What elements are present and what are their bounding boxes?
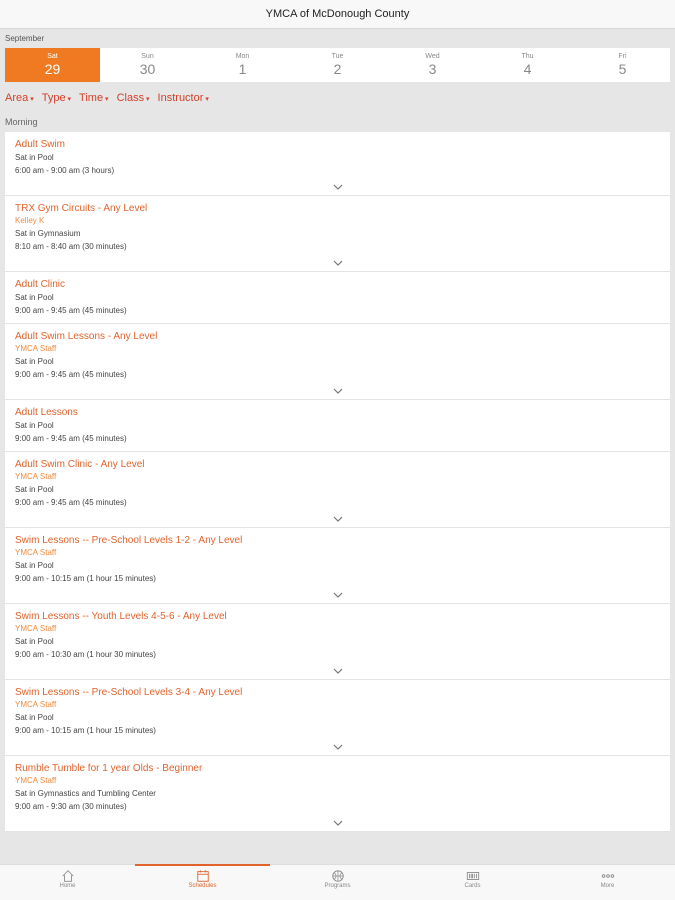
filter-type-dropdown[interactable]: Type ▾ (42, 92, 71, 104)
class-list-item[interactable] (5, 196, 670, 272)
class-instructor: YMCA Staff (15, 548, 57, 557)
filter-instructor-dropdown[interactable]: Instructor ▾ (158, 92, 209, 104)
class-instructor: YMCA Staff (15, 472, 57, 481)
class-list-item[interactable] (5, 400, 670, 452)
day-number: 4 (523, 61, 532, 77)
filter-time-dropdown[interactable]: Time ▾ (79, 92, 109, 104)
day-mon[interactable] (195, 48, 290, 82)
class-list-item[interactable] (5, 132, 670, 196)
tab-label: Cards (464, 883, 481, 889)
class-location: Sat in Pool (15, 561, 54, 570)
day-name: Sun (141, 53, 154, 60)
class-location: Sat in Pool (15, 485, 54, 494)
day-name: Sat (47, 53, 58, 60)
day-number: 5 (618, 61, 627, 77)
section-label: Morning (5, 117, 38, 127)
chevron-down-icon[interactable] (15, 381, 660, 395)
class-instructor: YMCA Staff (15, 776, 57, 785)
class-location: Sat in Gymnasium (15, 229, 81, 238)
day-tue[interactable] (290, 48, 385, 82)
day-number: 2 (333, 61, 342, 77)
class-instructor: YMCA Staff (15, 700, 57, 709)
day-fri[interactable] (575, 48, 670, 82)
class-location: Sat in Pool (15, 713, 54, 722)
class-location: Sat in Pool (15, 421, 54, 430)
home-icon (0, 869, 135, 883)
chevron-down-icon[interactable] (15, 813, 660, 827)
class-location: Sat in Pool (15, 153, 54, 162)
section-header (0, 113, 675, 132)
class-instructor: YMCA Staff (15, 624, 57, 633)
chevron-down-icon[interactable] (15, 737, 660, 751)
class-list (0, 132, 675, 867)
day-sat[interactable] (5, 48, 100, 82)
class-time: 8:10 am - 8:40 am (30 minutes) (15, 242, 127, 251)
class-time: 9:00 am - 9:45 am (45 minutes) (15, 498, 127, 507)
day-number: 30 (139, 61, 156, 77)
chevron-down-icon[interactable] (15, 177, 660, 191)
class-title-link[interactable]: Swim Lessons -- Pre-School Levels 3-4 - Any Level (15, 687, 243, 698)
app-title-bar (0, 0, 675, 29)
tab-programs[interactable] (270, 865, 405, 900)
class-time: 9:00 am - 10:15 am (1 hour 15 minutes) (15, 726, 156, 735)
barcode-icon (405, 869, 540, 883)
class-list-item[interactable] (5, 528, 670, 604)
calendar-icon (135, 869, 270, 883)
class-title-link[interactable]: TRX Gym Circuits - Any Level (15, 203, 148, 214)
tab-label: Schedules (188, 883, 217, 889)
class-list-item[interactable] (5, 604, 670, 680)
day-wed[interactable] (385, 48, 480, 82)
class-title-link[interactable]: Swim Lessons -- Pre-School Levels 1-2 - Any Level (15, 535, 243, 546)
class-list-item[interactable] (5, 452, 670, 528)
class-time: 9:00 am - 9:45 am (45 minutes) (15, 370, 127, 379)
class-title-link[interactable]: Swim Lessons -- Youth Levels 4-5-6 - Any Level (15, 611, 227, 622)
day-thu[interactable] (480, 48, 575, 82)
day-name: Tue (331, 53, 344, 60)
class-location: Sat in Pool (15, 637, 54, 646)
basketball-icon (270, 869, 405, 883)
class-title-link[interactable]: Adult Swim Clinic - Any Level (15, 459, 145, 470)
day-name: Fri (618, 53, 627, 60)
month-label-bar (0, 29, 675, 48)
tab-label: More (600, 883, 615, 889)
day-name: Thu (521, 53, 534, 60)
class-list-item[interactable] (5, 272, 670, 324)
day-name: Mon (235, 53, 250, 60)
class-instructor: YMCA Staff (15, 344, 57, 353)
day-number: 29 (44, 61, 61, 77)
more-dots-icon (540, 869, 675, 883)
app-title: YMCA of McDonough County (265, 8, 410, 20)
class-location: Sat in Gymnastics and Tumbling Center (15, 789, 156, 798)
class-list-item[interactable] (5, 756, 670, 832)
chevron-down-icon[interactable] (15, 585, 660, 599)
day-selector (5, 48, 670, 82)
chevron-down-icon[interactable] (15, 661, 660, 675)
class-title-link[interactable]: Adult Swim Lessons - Any Level (15, 331, 158, 342)
chevron-down-icon[interactable] (15, 253, 660, 267)
day-sun[interactable] (100, 48, 195, 82)
tab-home[interactable] (0, 865, 135, 900)
class-title-link[interactable]: Adult Swim (15, 139, 66, 150)
class-time: 6:00 am - 9:00 am (3 hours) (15, 166, 115, 175)
day-number: 1 (238, 61, 247, 77)
tab-label: Home (59, 883, 76, 889)
tab-schedules[interactable] (135, 865, 270, 900)
class-time: 9:00 am - 9:30 am (30 minutes) (15, 802, 127, 811)
day-number: 3 (428, 61, 437, 77)
tab-cards[interactable] (405, 865, 540, 900)
filter-class-dropdown[interactable]: Class ▾ (117, 92, 150, 104)
tab-more[interactable] (540, 865, 675, 900)
tab-label: Programs (324, 883, 351, 889)
class-list-item[interactable] (5, 324, 670, 400)
class-instructor: Kelley K (15, 216, 45, 225)
class-location: Sat in Pool (15, 293, 54, 302)
class-time: 9:00 am - 10:15 am (1 hour 15 minutes) (15, 574, 156, 583)
day-name: Wed (425, 53, 440, 60)
class-location: Sat in Pool (15, 357, 54, 366)
class-time: 9:00 am - 10:30 am (1 hour 30 minutes) (15, 650, 156, 659)
class-time: 9:00 am - 9:45 am (45 minutes) (15, 306, 127, 315)
class-list-item[interactable] (5, 680, 670, 756)
filter-bar (0, 82, 675, 113)
class-title-link[interactable]: Rumble Tumble for 1 year Olds - Beginner (15, 763, 203, 774)
chevron-down-icon[interactable] (15, 509, 660, 523)
class-title-link[interactable]: Adult Lessons (15, 407, 78, 418)
class-title-link[interactable]: Adult Clinic (15, 279, 66, 290)
class-time: 9:00 am - 9:45 am (45 minutes) (15, 434, 127, 443)
tab-bar (0, 864, 675, 900)
filter-area-dropdown[interactable]: Area ▾ (5, 92, 34, 104)
month-label: September (5, 34, 45, 43)
